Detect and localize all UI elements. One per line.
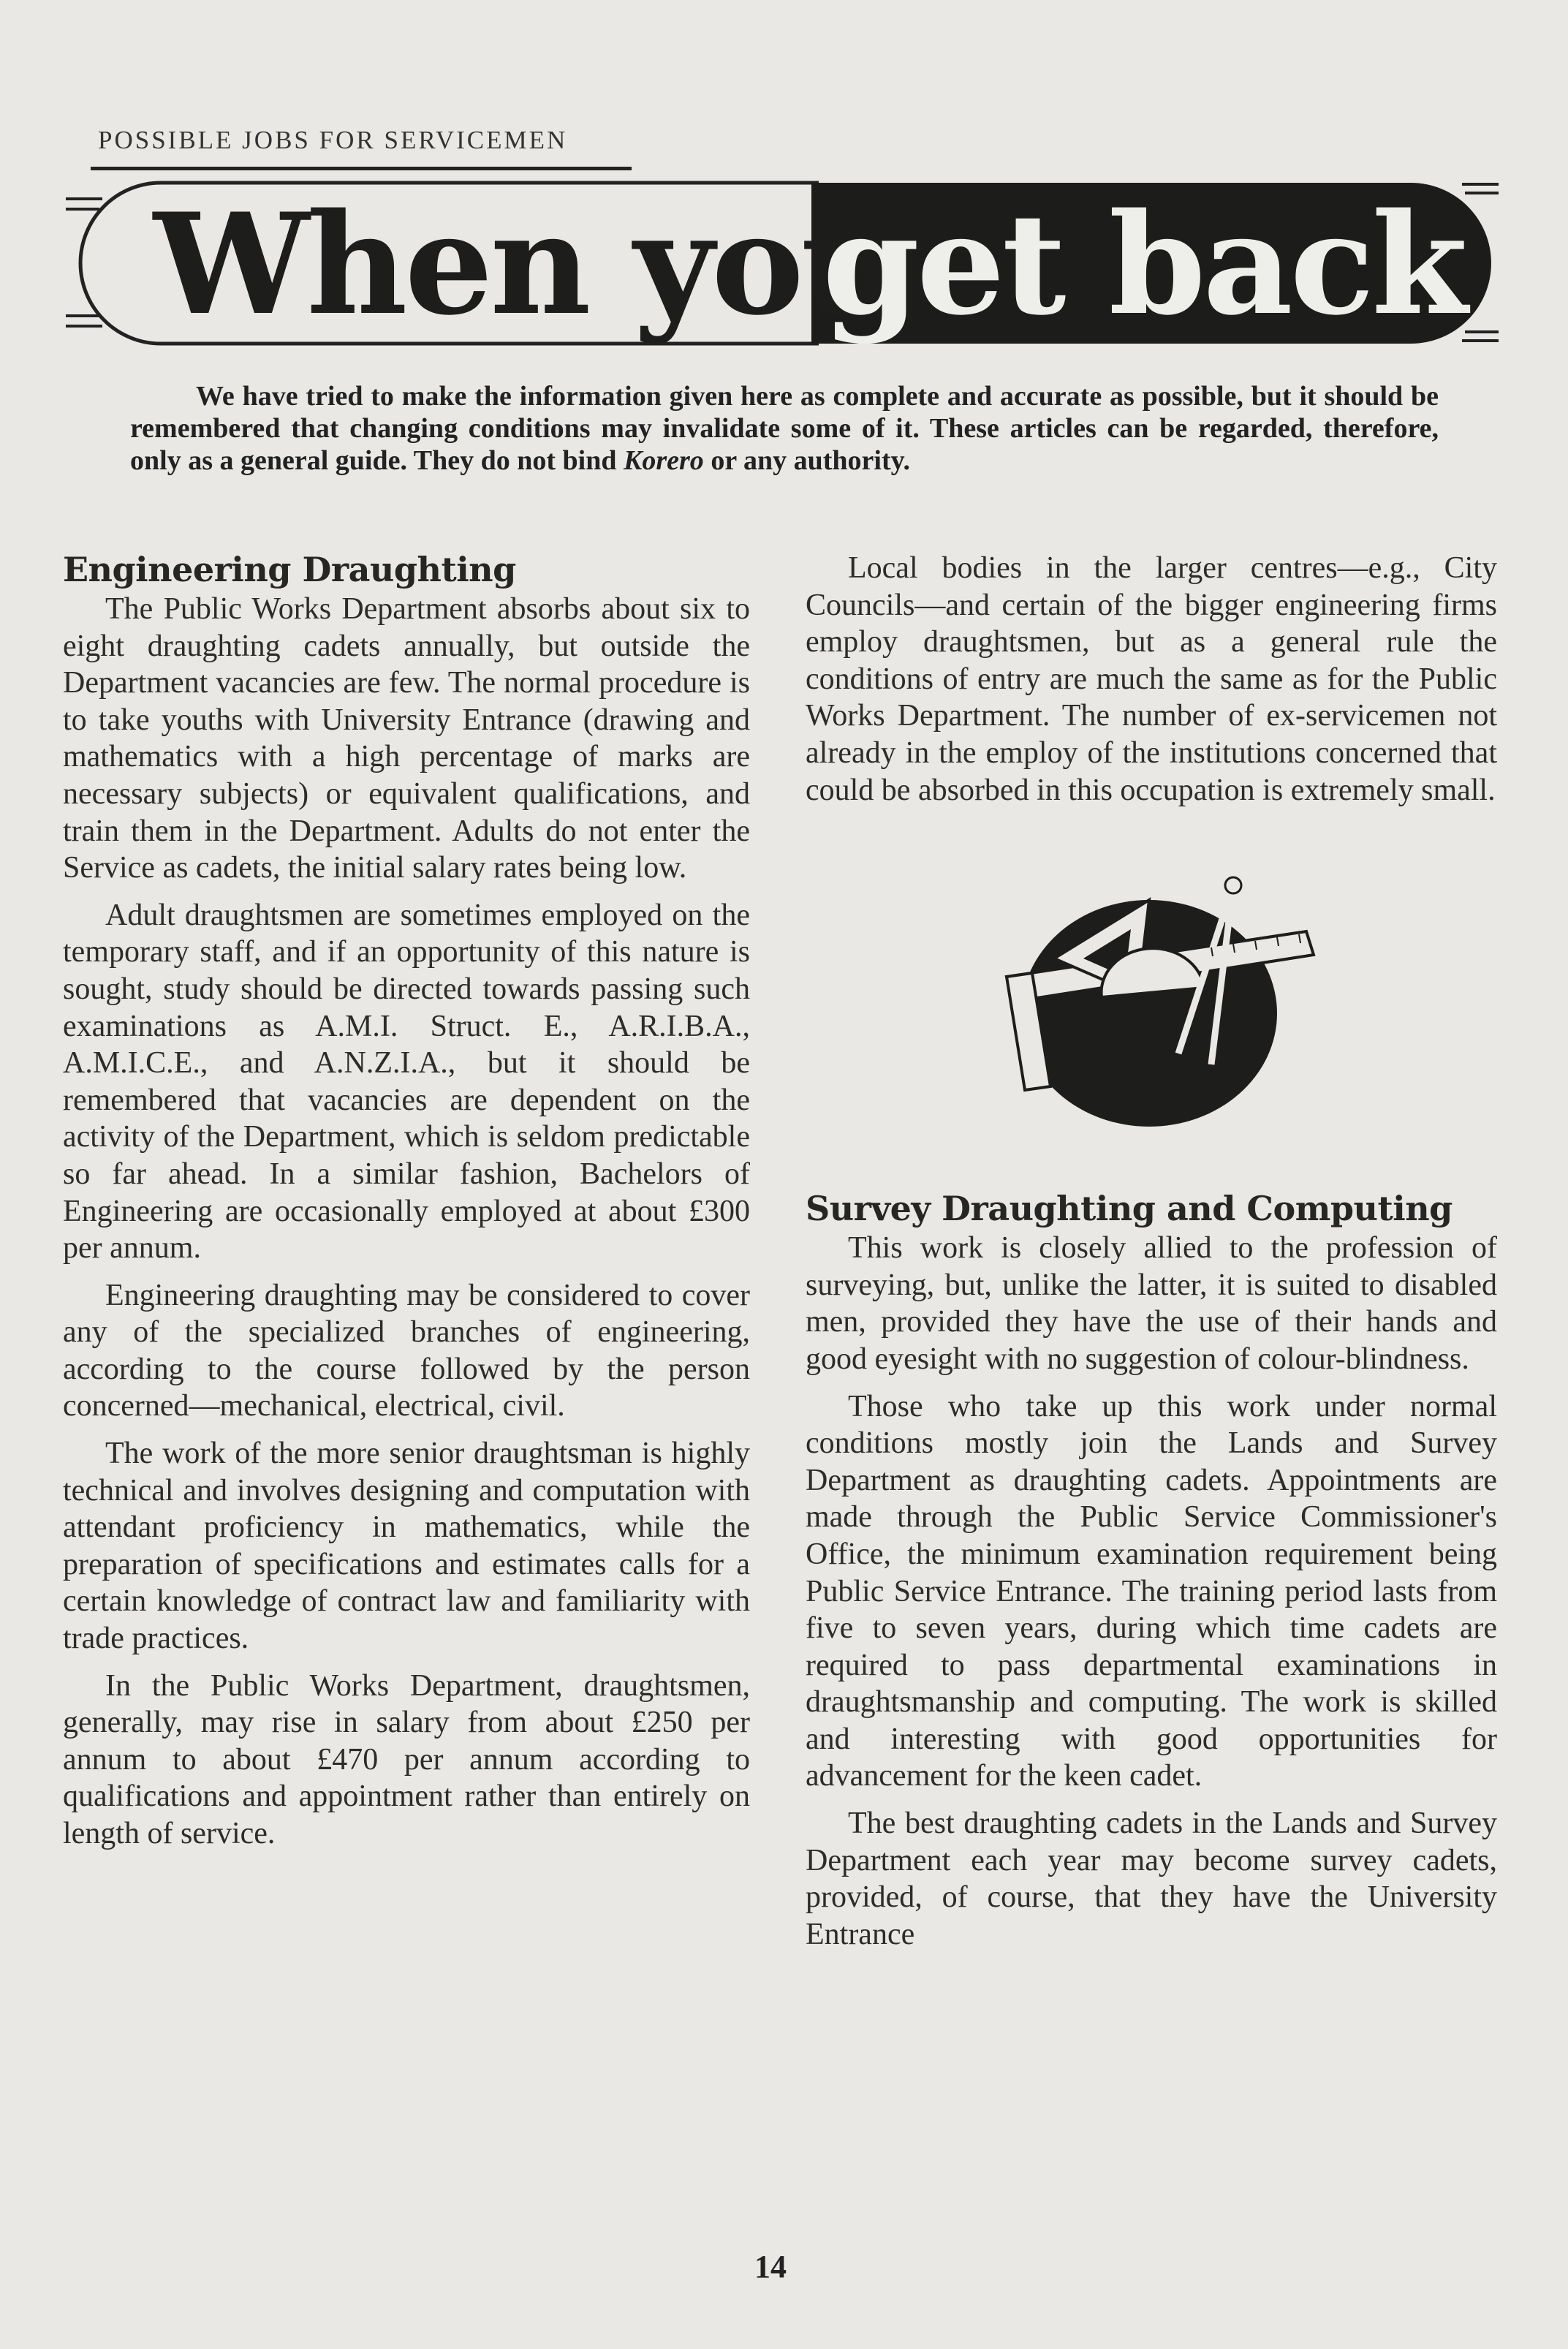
- intro-text-end: or any authority.: [703, 445, 911, 476]
- paragraph: The Public Works Department absorbs about six to eight draughting cadets annually, but outside the Department vacancies are few. The normal procedure is to take youths with University Entrance (drawing and mathematics with a high percentage of marks are necessary subjects) or equivalent qualifications, and train them in the Department. Adults do not enter the Service as cadets, the initial salary rates being low.: [63, 592, 750, 885]
- kicker-underline: [91, 167, 632, 170]
- drafting-tools-icon: [992, 867, 1328, 1145]
- title-part-light: When you: [154, 183, 899, 346]
- page-number: 14: [754, 2249, 787, 2285]
- intro-text: We have tried to make the information given here as complete and accurate as possible, but it should be remembered that changing conditions may invalidate some of it. These articles can be regarded, therefore, only as a general guide. They do not bind: [130, 381, 1439, 476]
- title-part-dark: get back: [822, 183, 1465, 346]
- publication-name: Korero: [624, 445, 704, 476]
- left-column: [63, 550, 750, 1863]
- section-kicker: POSSIBLE JOBS FOR SERVICEMEN: [98, 126, 568, 154]
- section-heading-survey: Survey Draughting and Computing: [806, 1189, 1453, 1229]
- paragraph: Engineering draughting may be considered to cover any of the specialized branches of engineering, according to the course followed by the person concerned—mechanical, electrical, civil.: [63, 1278, 750, 1423]
- paragraph: Those who take up this work under normal conditions mostly join the Lands and Survey Department as draughting cadets. Appointments are made through the Public Service Commissioner's Office, the minimum examination requirement being Public Service Entrance. The training period lasts from five to seven years, during which time cadets are required to pass departmental examinations in draughtsmanship and computing. The work is skilled and interesting with good opportunities for advancement for the keen cadet.: [806, 1389, 1497, 1793]
- drafting-tools-illustration: [806, 867, 1497, 1145]
- right-column: [806, 550, 1497, 1963]
- paragraph: In the Public Works Department, draughtsmen, generally, may rise in salary from about £250 per annum to about £470 per annum according to qualifications and appointment rather than entirely on length of service.: [63, 1668, 750, 1850]
- paragraph: The work of the more senior draughtsman is highly technical and involves designing and computation with attendant proficiency in mathematics, while the preparation of specifications and estimates calls for a certain knowledge of contract law and familiarity with trade practices.: [63, 1437, 750, 1656]
- paragraph: The best draughting cadets in the Lands and Survey Department each year may become survey cadets, provided, of course, that they have the University Entrance: [806, 1807, 1497, 1951]
- disclaimer-intro: [130, 380, 1439, 477]
- paragraph: Local bodies in the larger centres—e.g., City Councils—and certain of the bigger engineering firms employ draughtsmen, but as a general rule the conditions of entry are much the same as for the Public Works Department. The number of ex-servicemen not already in the employ of the institutions concerned that could be absorbed in this occupation is extremely small.: [806, 551, 1497, 807]
- title-banner: [66, 177, 1499, 352]
- section-heading-engineering: Engineering Draughting: [63, 550, 516, 589]
- paragraph: This work is closely allied to the profession of surveying, but, unlike the latter, it is suited to disabled men, provided they have the use of their hands and good eyesight with no suggestion of colour-blindness.: [806, 1231, 1497, 1376]
- paragraph: Adult draughtsmen are sometimes employed on the temporary staff, and if an opportunity of this nature is sought, study should be directed towards passing such examinations as A.M.I. Struct. E., A.R.I.B.A., A.M.I.C.E., and A.N.Z.I.A., but it should be remembered that vacancies are dependent on the activity of the Department, which is seldom predictable so far ahead. In a similar fashion, Bachelors of Engineering are occasionally employed at about £300 per annum.: [63, 898, 750, 1266]
